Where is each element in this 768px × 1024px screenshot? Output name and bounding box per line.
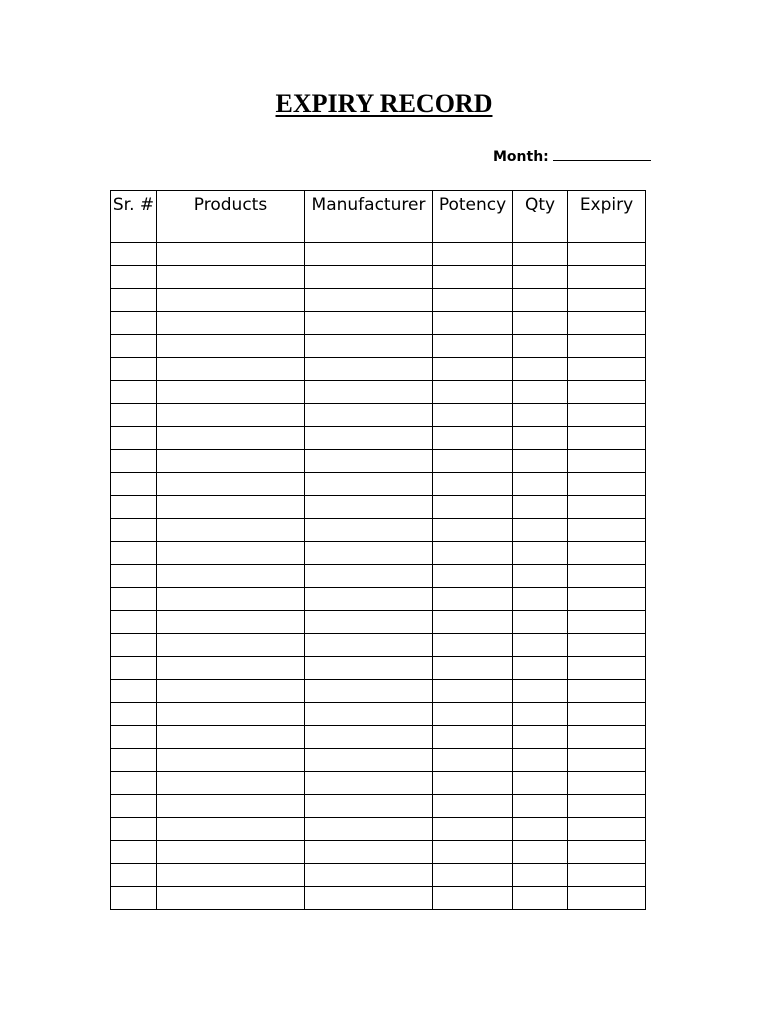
- cell-potency[interactable]: [433, 565, 513, 588]
- table-header-row: [111, 191, 646, 243]
- table-row: [111, 427, 646, 450]
- cell-expiry[interactable]: [568, 657, 646, 680]
- cell-expiry[interactable]: [568, 519, 646, 542]
- cell-potency[interactable]: [433, 266, 513, 289]
- cell-manufacturer[interactable]: [305, 864, 433, 887]
- cell-qty[interactable]: [513, 841, 568, 864]
- cell-qty[interactable]: [513, 818, 568, 841]
- cell-potency[interactable]: [433, 864, 513, 887]
- table-row: [111, 795, 646, 818]
- table-row: [111, 772, 646, 795]
- table-row: [111, 381, 646, 404]
- cell-products[interactable]: [157, 519, 305, 542]
- cell-products[interactable]: [157, 841, 305, 864]
- cell-potency[interactable]: [433, 358, 513, 381]
- cell-sr[interactable]: [111, 381, 157, 404]
- cell-expiry[interactable]: [568, 634, 646, 657]
- cell-potency[interactable]: [433, 680, 513, 703]
- cell-sr[interactable]: [111, 427, 157, 450]
- cell-products[interactable]: [157, 381, 305, 404]
- cell-manufacturer[interactable]: [305, 473, 433, 496]
- cell-potency[interactable]: [433, 243, 513, 266]
- cell-sr[interactable]: [111, 588, 157, 611]
- table-row: [111, 473, 646, 496]
- cell-sr[interactable]: [111, 358, 157, 381]
- cell-manufacturer[interactable]: [305, 657, 433, 680]
- cell-manufacturer[interactable]: [305, 496, 433, 519]
- cell-qty[interactable]: [513, 542, 568, 565]
- cell-manufacturer[interactable]: [305, 427, 433, 450]
- cell-manufacturer[interactable]: [305, 266, 433, 289]
- cell-sr[interactable]: [111, 450, 157, 473]
- cell-manufacturer[interactable]: [305, 450, 433, 473]
- cell-qty[interactable]: [513, 381, 568, 404]
- cell-sr[interactable]: [111, 726, 157, 749]
- cell-sr[interactable]: [111, 634, 157, 657]
- cell-qty[interactable]: [513, 703, 568, 726]
- table-row: [111, 611, 646, 634]
- cell-sr[interactable]: [111, 335, 157, 358]
- cell-sr[interactable]: [111, 749, 157, 772]
- cell-qty[interactable]: [513, 335, 568, 358]
- table-row: [111, 818, 646, 841]
- cell-sr[interactable]: [111, 312, 157, 335]
- cell-products[interactable]: [157, 864, 305, 887]
- cell-potency[interactable]: [433, 887, 513, 910]
- cell-expiry[interactable]: [568, 841, 646, 864]
- cell-manufacturer[interactable]: [305, 818, 433, 841]
- cell-manufacturer[interactable]: [305, 841, 433, 864]
- cell-manufacturer[interactable]: [305, 381, 433, 404]
- cell-products[interactable]: [157, 496, 305, 519]
- cell-manufacturer[interactable]: [305, 243, 433, 266]
- cell-expiry[interactable]: [568, 772, 646, 795]
- cell-potency[interactable]: [433, 473, 513, 496]
- cell-products[interactable]: [157, 818, 305, 841]
- cell-qty[interactable]: [513, 611, 568, 634]
- cell-manufacturer[interactable]: [305, 680, 433, 703]
- table-row: [111, 680, 646, 703]
- cell-potency[interactable]: [433, 703, 513, 726]
- column-header-expiry: Expiry: [568, 191, 646, 243]
- table-row: [111, 588, 646, 611]
- cell-products[interactable]: [157, 266, 305, 289]
- cell-sr[interactable]: [111, 243, 157, 266]
- table-row: [111, 289, 646, 312]
- cell-potency[interactable]: [433, 726, 513, 749]
- table-row: [111, 749, 646, 772]
- table-row: [111, 565, 646, 588]
- cell-qty[interactable]: [513, 496, 568, 519]
- cell-manufacturer[interactable]: [305, 703, 433, 726]
- cell-qty[interactable]: [513, 243, 568, 266]
- cell-qty[interactable]: [513, 358, 568, 381]
- table-row: [111, 657, 646, 680]
- cell-expiry[interactable]: [568, 450, 646, 473]
- column-header-products: Products: [157, 191, 305, 243]
- column-header-sr: Sr. #: [111, 191, 157, 243]
- cell-products[interactable]: [157, 634, 305, 657]
- cell-products[interactable]: [157, 703, 305, 726]
- cell-potency[interactable]: [433, 312, 513, 335]
- cell-potency[interactable]: [433, 634, 513, 657]
- cell-sr[interactable]: [111, 542, 157, 565]
- table-row: [111, 887, 646, 910]
- cell-expiry[interactable]: [568, 473, 646, 496]
- cell-expiry[interactable]: [568, 588, 646, 611]
- table-row: [111, 358, 646, 381]
- table-row: [111, 335, 646, 358]
- month-label: Month:: [493, 149, 549, 165]
- cell-products[interactable]: [157, 772, 305, 795]
- table-row: [111, 841, 646, 864]
- cell-expiry[interactable]: [568, 427, 646, 450]
- cell-potency[interactable]: [433, 841, 513, 864]
- cell-sr[interactable]: [111, 565, 157, 588]
- table-row: [111, 519, 646, 542]
- cell-qty[interactable]: [513, 726, 568, 749]
- cell-expiry[interactable]: [568, 542, 646, 565]
- cell-sr[interactable]: [111, 266, 157, 289]
- cell-expiry[interactable]: [568, 749, 646, 772]
- cell-potency[interactable]: [433, 542, 513, 565]
- cell-qty[interactable]: [513, 657, 568, 680]
- cell-sr[interactable]: [111, 496, 157, 519]
- cell-sr[interactable]: [111, 611, 157, 634]
- cell-potency[interactable]: [433, 749, 513, 772]
- cell-potency[interactable]: [433, 588, 513, 611]
- cell-potency[interactable]: [433, 427, 513, 450]
- cell-qty[interactable]: [513, 289, 568, 312]
- column-header-qty: Qty: [513, 191, 568, 243]
- cell-expiry[interactable]: [568, 289, 646, 312]
- cell-qty[interactable]: [513, 450, 568, 473]
- cell-manufacturer[interactable]: [305, 726, 433, 749]
- expiry-record-table: [110, 190, 646, 910]
- cell-qty[interactable]: [513, 772, 568, 795]
- table-row: [111, 496, 646, 519]
- table-row: [111, 864, 646, 887]
- cell-sr[interactable]: [111, 404, 157, 427]
- month-field: [493, 146, 651, 167]
- cell-expiry[interactable]: [568, 266, 646, 289]
- cell-products[interactable]: [157, 795, 305, 818]
- cell-products[interactable]: [157, 887, 305, 910]
- cell-products[interactable]: [157, 542, 305, 565]
- cell-potency[interactable]: [433, 450, 513, 473]
- cell-potency[interactable]: [433, 772, 513, 795]
- table-row: [111, 404, 646, 427]
- cell-sr[interactable]: [111, 519, 157, 542]
- page-title: EXPIRY RECORD: [275, 89, 493, 118]
- cell-products[interactable]: [157, 657, 305, 680]
- column-header-potency: Potency: [433, 191, 513, 243]
- cell-expiry[interactable]: [568, 703, 646, 726]
- cell-potency[interactable]: [433, 404, 513, 427]
- cell-products[interactable]: [157, 289, 305, 312]
- cell-manufacturer[interactable]: [305, 312, 433, 335]
- cell-sr[interactable]: [111, 818, 157, 841]
- cell-products[interactable]: [157, 565, 305, 588]
- cell-qty[interactable]: [513, 634, 568, 657]
- cell-expiry[interactable]: [568, 358, 646, 381]
- cell-potency[interactable]: [433, 519, 513, 542]
- cell-qty[interactable]: [513, 565, 568, 588]
- cell-manufacturer[interactable]: [305, 611, 433, 634]
- cell-expiry[interactable]: [568, 818, 646, 841]
- cell-expiry[interactable]: [568, 496, 646, 519]
- cell-qty[interactable]: [513, 519, 568, 542]
- cell-expiry[interactable]: [568, 680, 646, 703]
- cell-qty[interactable]: [513, 887, 568, 910]
- cell-manufacturer[interactable]: [305, 887, 433, 910]
- cell-products[interactable]: [157, 358, 305, 381]
- cell-expiry[interactable]: [568, 864, 646, 887]
- cell-expiry[interactable]: [568, 335, 646, 358]
- cell-sr[interactable]: [111, 703, 157, 726]
- cell-qty[interactable]: [513, 266, 568, 289]
- cell-manufacturer[interactable]: [305, 404, 433, 427]
- table-row: [111, 450, 646, 473]
- column-header-manufacturer: Manufacturer: [305, 191, 433, 243]
- cell-sr[interactable]: [111, 841, 157, 864]
- cell-manufacturer[interactable]: [305, 565, 433, 588]
- table-body: [111, 243, 646, 910]
- cell-expiry[interactable]: [568, 243, 646, 266]
- cell-expiry[interactable]: [568, 887, 646, 910]
- cell-products[interactable]: [157, 611, 305, 634]
- table-row: [111, 634, 646, 657]
- cell-sr[interactable]: [111, 795, 157, 818]
- cell-expiry[interactable]: [568, 381, 646, 404]
- cell-products[interactable]: [157, 335, 305, 358]
- table-row: [111, 703, 646, 726]
- cell-sr[interactable]: [111, 657, 157, 680]
- cell-sr[interactable]: [111, 864, 157, 887]
- cell-potency[interactable]: [433, 289, 513, 312]
- month-blank-line[interactable]: [553, 146, 651, 161]
- cell-expiry[interactable]: [568, 404, 646, 427]
- cell-expiry[interactable]: [568, 726, 646, 749]
- cell-sr[interactable]: [111, 289, 157, 312]
- table-row: [111, 266, 646, 289]
- cell-products[interactable]: [157, 749, 305, 772]
- cell-manufacturer[interactable]: [305, 289, 433, 312]
- cell-qty[interactable]: [513, 473, 568, 496]
- cell-manufacturer[interactable]: [305, 772, 433, 795]
- cell-potency[interactable]: [433, 818, 513, 841]
- cell-potency[interactable]: [433, 381, 513, 404]
- cell-qty[interactable]: [513, 864, 568, 887]
- cell-products[interactable]: [157, 404, 305, 427]
- cell-products[interactable]: [157, 450, 305, 473]
- table-row: [111, 243, 646, 266]
- table-row: [111, 312, 646, 335]
- cell-qty[interactable]: [513, 680, 568, 703]
- cell-products[interactable]: [157, 588, 305, 611]
- cell-potency[interactable]: [433, 795, 513, 818]
- cell-manufacturer[interactable]: [305, 588, 433, 611]
- cell-qty[interactable]: [513, 749, 568, 772]
- cell-sr[interactable]: [111, 772, 157, 795]
- cell-qty[interactable]: [513, 795, 568, 818]
- cell-potency[interactable]: [433, 611, 513, 634]
- cell-sr[interactable]: [111, 473, 157, 496]
- cell-manufacturer[interactable]: [305, 542, 433, 565]
- cell-manufacturer[interactable]: [305, 519, 433, 542]
- cell-sr[interactable]: [111, 887, 157, 910]
- cell-products[interactable]: [157, 312, 305, 335]
- cell-manufacturer[interactable]: [305, 335, 433, 358]
- table-row: [111, 726, 646, 749]
- cell-potency[interactable]: [433, 657, 513, 680]
- cell-qty[interactable]: [513, 404, 568, 427]
- cell-qty[interactable]: [513, 312, 568, 335]
- cell-expiry[interactable]: [568, 312, 646, 335]
- cell-manufacturer[interactable]: [305, 749, 433, 772]
- cell-qty[interactable]: [513, 427, 568, 450]
- cell-manufacturer[interactable]: [305, 358, 433, 381]
- cell-sr[interactable]: [111, 680, 157, 703]
- cell-expiry[interactable]: [568, 795, 646, 818]
- cell-products[interactable]: [157, 680, 305, 703]
- cell-qty[interactable]: [513, 588, 568, 611]
- cell-products[interactable]: [157, 473, 305, 496]
- cell-potency[interactable]: [433, 335, 513, 358]
- cell-potency[interactable]: [433, 496, 513, 519]
- cell-products[interactable]: [157, 243, 305, 266]
- cell-products[interactable]: [157, 726, 305, 749]
- table-row: [111, 542, 646, 565]
- cell-manufacturer[interactable]: [305, 634, 433, 657]
- cell-expiry[interactable]: [568, 565, 646, 588]
- cell-expiry[interactable]: [568, 611, 646, 634]
- cell-products[interactable]: [157, 427, 305, 450]
- cell-manufacturer[interactable]: [305, 795, 433, 818]
